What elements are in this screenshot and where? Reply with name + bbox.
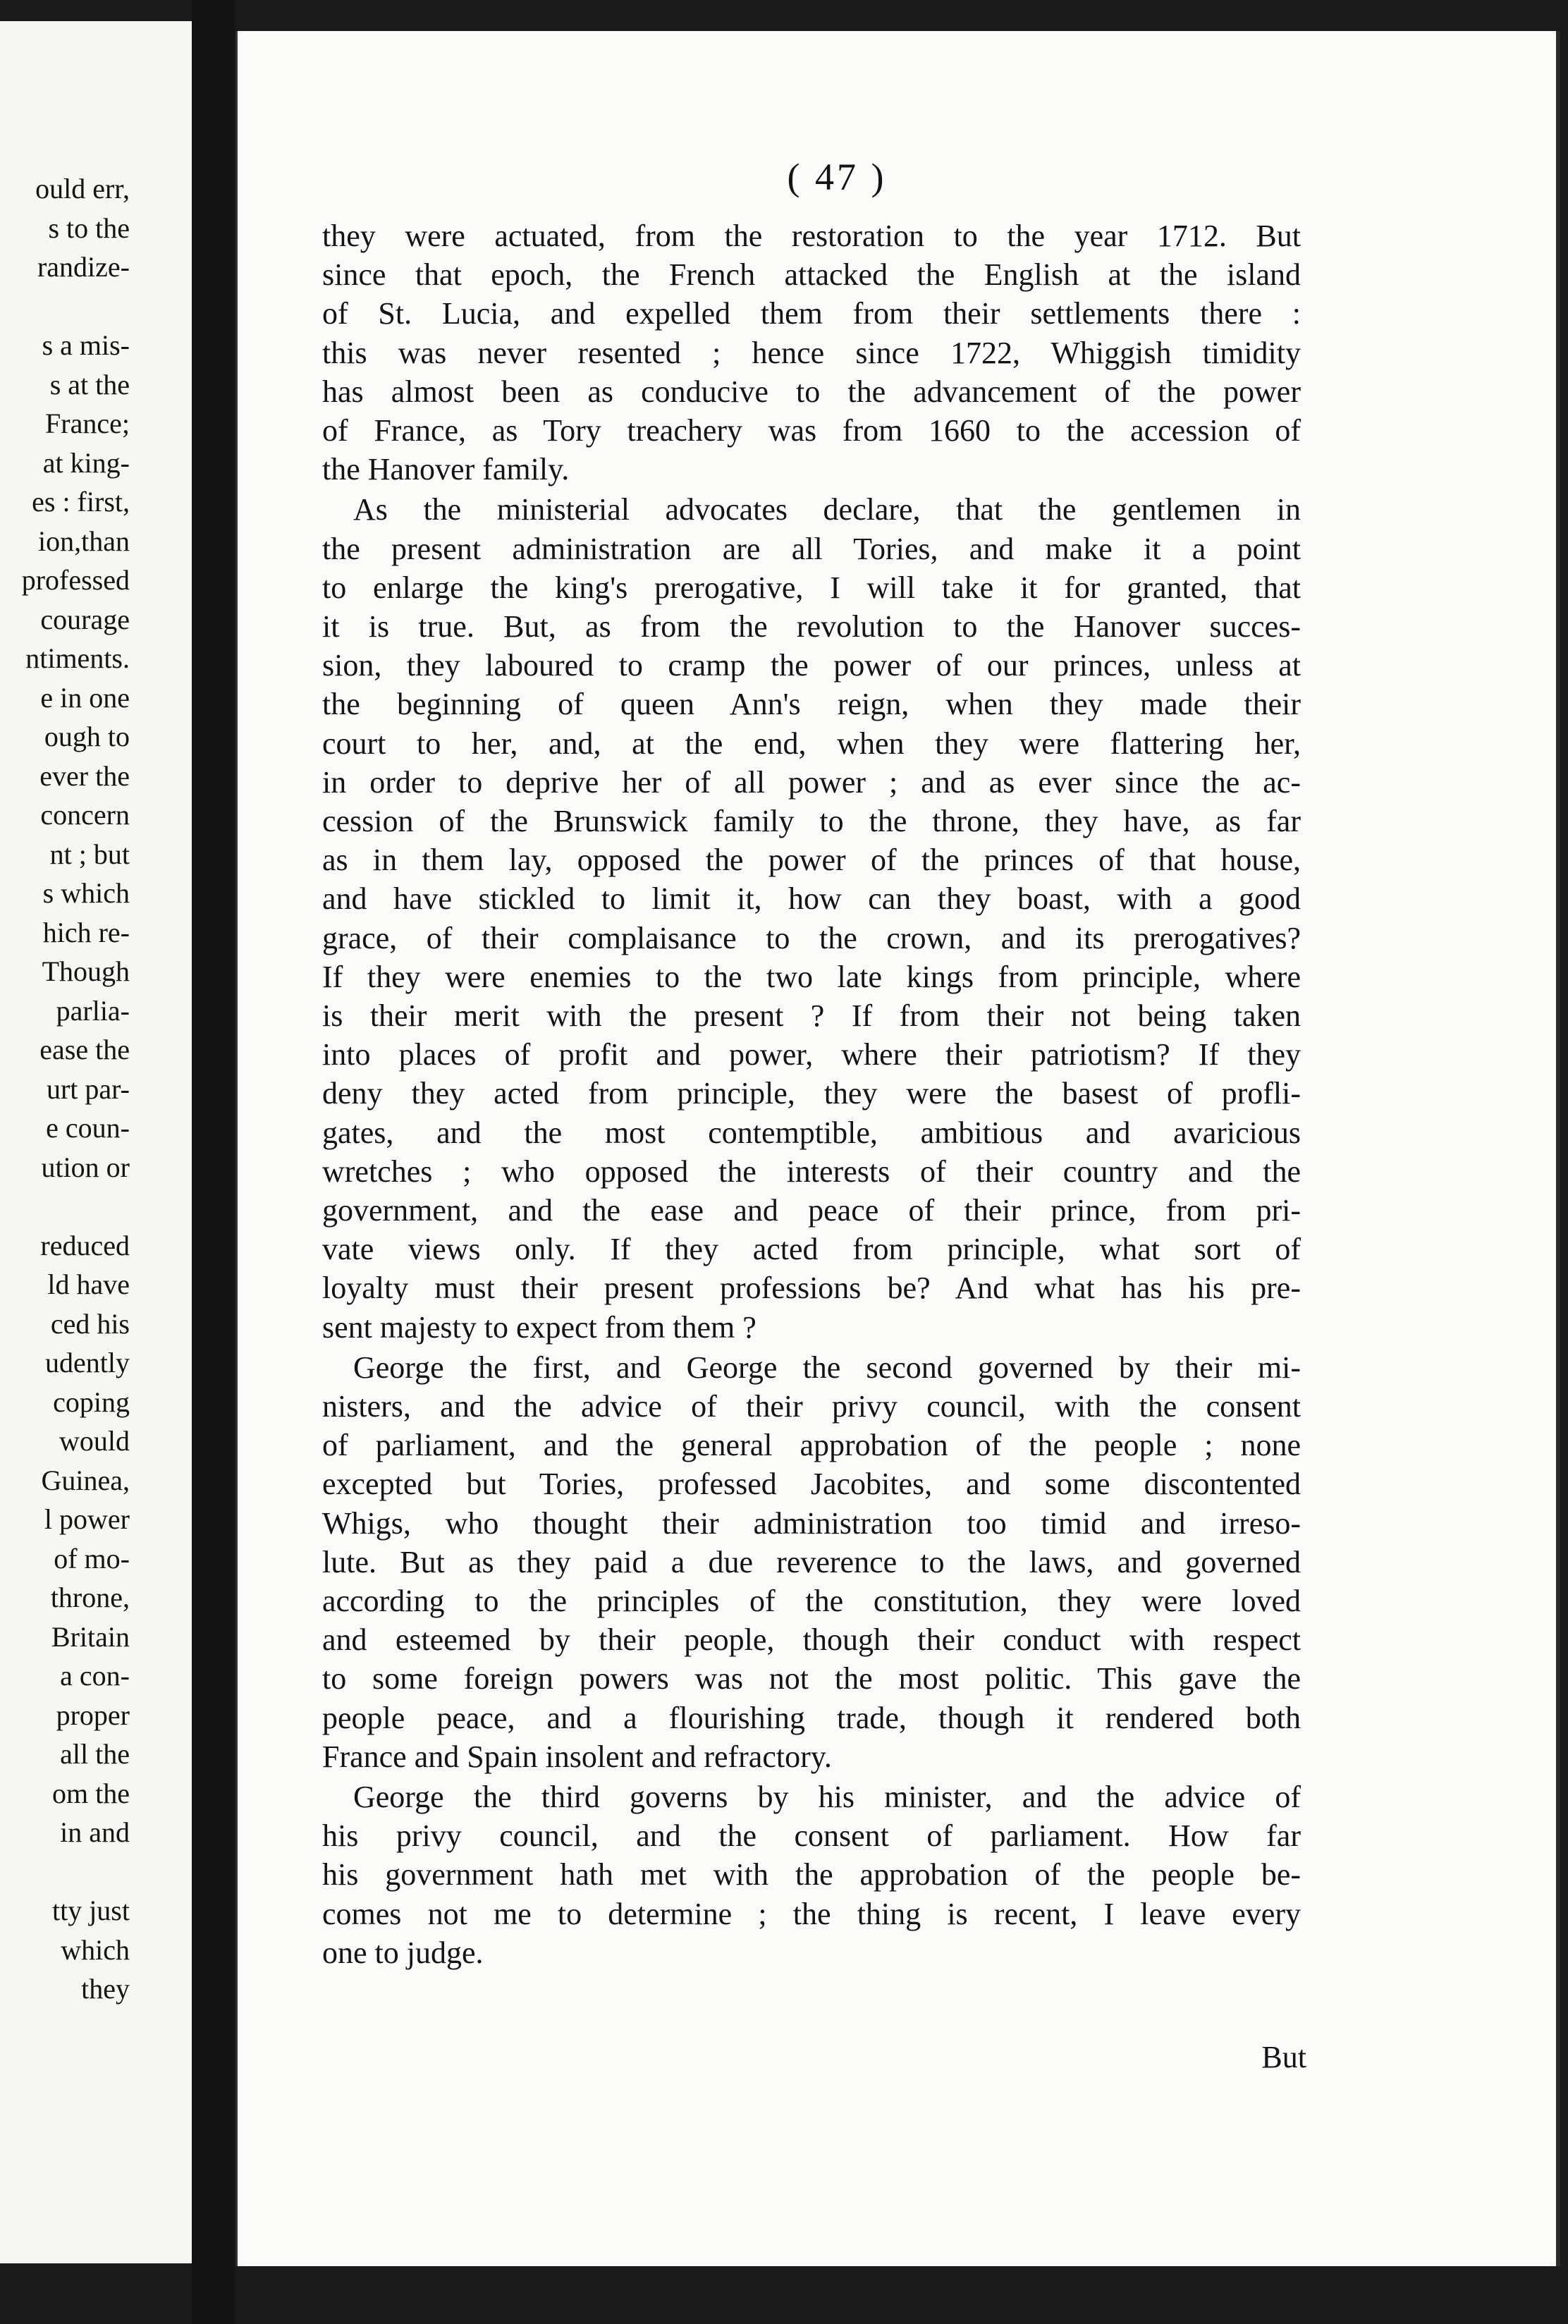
left-page-fragment [0, 21, 194, 2263]
text-line: has almost been as conducive to the advancement of the power [322, 374, 1301, 409]
left-page-line: ced his [50, 1307, 130, 1340]
left-page-line: ould err, [35, 173, 130, 204]
left-page-line: professed [21, 564, 130, 596]
left-page-line: Britain [51, 1620, 130, 1653]
text-line: to some foreign powers was not the most politic. This gave the [322, 1661, 1301, 1696]
left-page-line: s which [42, 877, 130, 909]
left-page-line: in and [60, 1816, 130, 1848]
text-line: the beginning of queen Ann's reign, when they made their [322, 687, 1301, 722]
text-line: If they were enemies to the two late kings from principle, where [322, 959, 1301, 994]
text-line: since that epoch, the French attacked the English at the island [322, 257, 1301, 293]
text-line: France and Spain insolent and refractory. [322, 1739, 832, 1774]
left-page-line: all the [60, 1738, 130, 1770]
left-page-line: ever the [39, 759, 130, 792]
right-page [235, 31, 1560, 2266]
text-line: nisters, and the advice of their privy council, with the consent [322, 1389, 1301, 1424]
text-line: gates, and the most contemptible, ambitious and avaricious [322, 1115, 1301, 1150]
left-page-line: e in one [40, 681, 130, 714]
catchword: But [1261, 2040, 1306, 2074]
text-line: of St. Lucia, and expelled them from their settlements there : [322, 296, 1301, 331]
text-line: lute. But as they paid a due reverence to the laws, and governed [322, 1544, 1301, 1579]
left-page-line: Guinea, [41, 1464, 130, 1496]
left-page-line: a con- [60, 1660, 130, 1692]
text-line: of parliament, and the general approbation of the people ; none [322, 1428, 1301, 1463]
text-line: as in them lay, opposed the power of the princes of that house, [322, 843, 1301, 878]
left-page-line: throne, [50, 1582, 130, 1613]
left-page-line: concern [40, 799, 130, 831]
text-line: comes not me to determine ; the thing is recent, I leave every [322, 1896, 1301, 1931]
left-page-line: courage [40, 603, 130, 635]
page-number: ( 47 ) [787, 156, 887, 198]
left-page-line: ntiments. [25, 642, 130, 674]
text-line: they were actuated, from the restoration to the year 1712. But [322, 219, 1301, 253]
text-line: to enlarge the king's prerogative, I will take it for granted, that [322, 570, 1301, 605]
text-line: George the first, and George the second governed by their mi- [353, 1350, 1301, 1385]
left-page-line: of mo- [54, 1542, 130, 1574]
left-page-line: ease the [39, 1034, 130, 1065]
text-line: wretches ; who opposed the interests of their country and the [322, 1154, 1301, 1189]
text-line: his government hath met with the approbation of the people be- [322, 1857, 1301, 1892]
text-line: Whigs, who thought their administration too timid and irreso- [322, 1505, 1301, 1541]
text-line: As the ministerial advocates declare, that the gentlemen in [353, 492, 1301, 527]
text-line: and esteemed by their people, though their conduct with respect [322, 1622, 1301, 1658]
text-line: in order to deprive her of all power ; and as ever since the ac- [322, 764, 1301, 800]
text-line: sent majesty to expect from them ? [322, 1309, 757, 1345]
text-line: government, and the ease and peace of their prince, from pri- [322, 1193, 1301, 1228]
text-line: this was never resented ; hence since 1722, Whiggish timidity [322, 335, 1301, 370]
left-page-line: urt par- [46, 1072, 130, 1105]
text-line: into places of profit and power, where their patriotism? If they [322, 1037, 1301, 1072]
left-page-line: udently [45, 1347, 130, 1378]
text-line: according to the principles of the constitution, they were loved [322, 1584, 1301, 1618]
left-page-line: which [61, 1933, 130, 1966]
left-page-line: would [59, 1425, 130, 1457]
left-page-line: s a mis- [42, 329, 130, 361]
text-line: excepted but Tories, professed Jacobites, and some discontented [322, 1467, 1301, 1502]
left-page-line: randize- [37, 251, 130, 283]
text-line: it is true. But, as from the revolution to the Hanover succes- [322, 609, 1301, 644]
left-page-line: tty just [51, 1895, 130, 1926]
left-page-line: Though [42, 955, 130, 987]
text-line: the present administration are all Tories, and make it a point [322, 531, 1301, 566]
text-line: one to judge. [322, 1935, 484, 1970]
left-page-line: ld have [47, 1268, 130, 1300]
left-page-line: at king- [42, 446, 130, 479]
left-page-line: nt ; but [49, 838, 130, 870]
book-gutter [192, 0, 235, 2324]
text-line: vate views only. If they acted from principle, what sort of [322, 1232, 1301, 1267]
left-page-line: proper [56, 1699, 130, 1731]
left-page-line: France; [45, 408, 130, 439]
left-page-line: om the [52, 1777, 130, 1809]
left-page-line: coping [53, 1386, 130, 1418]
text-line: of France, as Tory treachery was from 1660 to the accession of [322, 413, 1301, 448]
text-line: is their merit with the present ? If from their not being taken [322, 998, 1301, 1033]
text-line: George the third governs by his minister, and the advice of [353, 1780, 1301, 1814]
left-page-line: ion,than [38, 525, 130, 557]
text-line: grace, of their complaisance to the crown, and its prerogatives? [322, 920, 1301, 955]
left-page-line: hich re- [42, 916, 130, 948]
left-page-line: ution or [41, 1151, 130, 1183]
left-page-line: e coun- [46, 1112, 130, 1144]
text-line: court to her, and, at the end, when they were flattering her, [322, 726, 1301, 761]
text-line: deny they acted from principle, they were the basest of profli- [322, 1076, 1301, 1111]
left-page-line: parlia- [56, 994, 130, 1027]
text-line: and have stickled to limit it, how can they boast, with a good [322, 881, 1301, 917]
left-page-line: s at the [49, 368, 130, 400]
left-page-line: s to the [48, 212, 130, 244]
left-page-line: they [81, 1973, 130, 2005]
text-line: the Hanover family. [322, 452, 570, 487]
text-line: cession of the Brunswick family to the throne, they have, as far [322, 804, 1301, 838]
left-page-line: es : first, [32, 486, 130, 518]
text-line: his privy council, and the consent of parliament. How far [322, 1818, 1301, 1854]
text-line: sion, they laboured to cramp the power of our princes, unless at [322, 648, 1301, 683]
text-line: people peace, and a flourishing trade, though it rendered both [322, 1700, 1301, 1735]
left-page-line: l power [44, 1503, 130, 1535]
left-page-line: ough to [44, 721, 130, 752]
left-page-line: reduced [40, 1229, 130, 1261]
text-line: loyalty must their present professions be? And what has his pre- [322, 1271, 1301, 1306]
